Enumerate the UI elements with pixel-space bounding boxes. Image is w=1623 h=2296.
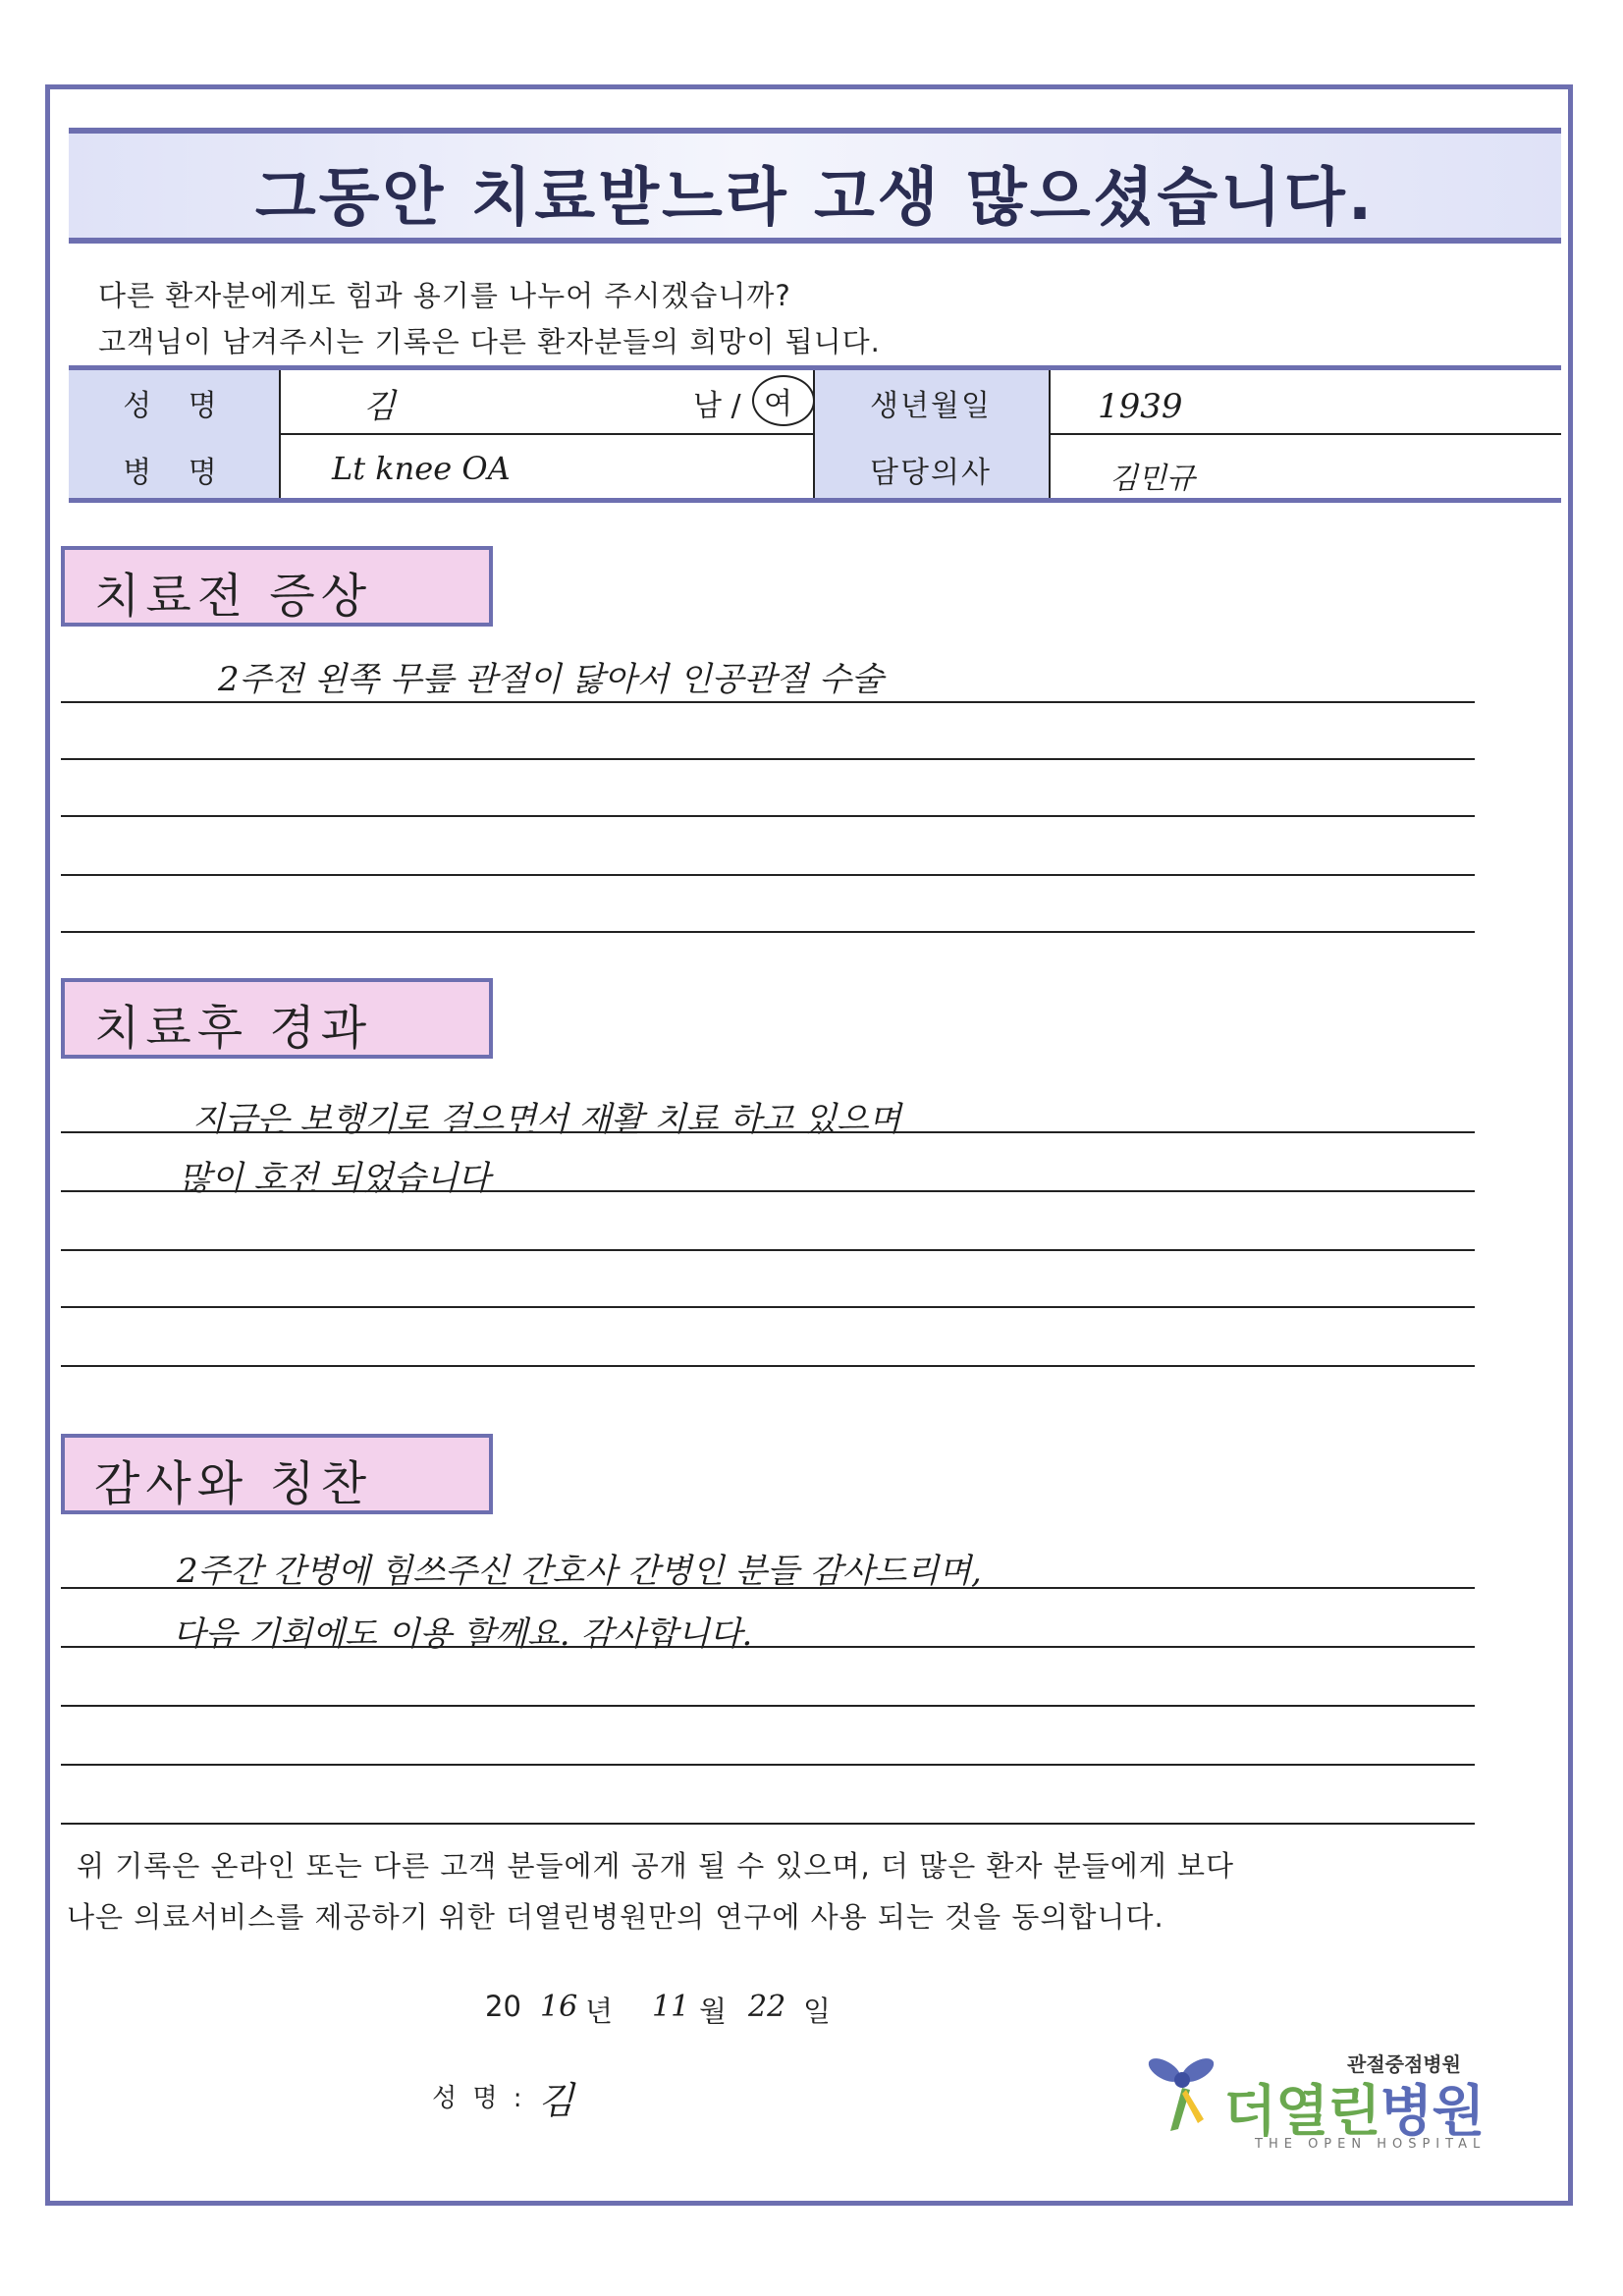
doctor-label: 담당의사 <box>870 456 992 490</box>
consent-line-2: 나은 의료서비스를 제공하기 위한 더열린병원만의 연구에 사용 되는 것을 동의합니다. <box>67 1900 1164 1934</box>
logo-subtitle: 관절중점병원 <box>1347 2052 1461 2076</box>
date-prefix: 20 <box>485 1990 521 2023</box>
logo-name-part2: 병원 <box>1380 2080 1485 2144</box>
info-vline-1 <box>279 370 281 498</box>
consent-line-1: 위 기록은 온라인 또는 다른 고객 분들에게 공개 될 수 있으며, 더 많은 환자 분들에게 보다 <box>77 1849 1234 1883</box>
date-day: 22 <box>748 1990 786 2024</box>
section-thanks-title: 감사와 칭찬 <box>94 1456 373 1511</box>
date-year-unit: 년 <box>585 1995 614 2028</box>
ruled-line <box>61 1823 1475 1825</box>
date-month-unit: 월 <box>699 1995 728 2028</box>
section-after-title: 치료후 경과 <box>94 1001 373 1056</box>
gender-selected: 여 <box>764 387 792 421</box>
disease-label: 병 명 <box>123 456 231 490</box>
hospital-logo-icon <box>1143 2050 1221 2143</box>
ruled-line <box>61 931 1475 933</box>
ruled-line <box>61 815 1475 817</box>
ruled-line <box>61 1306 1475 1308</box>
ruled-line <box>61 1249 1475 1251</box>
birth-value: 1939 <box>1098 387 1183 426</box>
info-vline-3 <box>1049 370 1051 498</box>
name-value: 김 <box>363 387 396 426</box>
ruled-line <box>61 1705 1475 1707</box>
after-line-2: 많이 호전 되었습니다 <box>179 1159 491 1198</box>
ruled-line <box>61 701 1475 703</box>
signature-label: 성 명 : <box>432 2084 526 2113</box>
doctor-value: 김민규 <box>1109 462 1195 496</box>
intro-line-1: 다른 환자분에게도 힘과 용기를 나누어 주시겠습니까? <box>98 279 791 312</box>
disease-value: Lt knee OA <box>332 450 511 487</box>
ruled-line <box>61 1646 1475 1648</box>
ruled-line <box>61 1587 1475 1589</box>
name-label: 성 명 <box>123 389 231 423</box>
before-line-1: 2주전 왼쪽 무릎 관절이 닳아서 인공관절 수술 <box>218 660 884 699</box>
page-title: 그동안 치료받느라 고생 많으셨습니다. <box>254 162 1376 235</box>
logo-name <box>1223 2068 1485 2147</box>
birth-label: 생년월일 <box>870 389 992 423</box>
after-line-1: 지금은 보행기로 걸으면서 재활 치료 하고 있으며 <box>192 1100 901 1139</box>
ruled-line <box>61 1131 1475 1133</box>
date-year: 16 <box>540 1990 578 2024</box>
logo-english: THE OPEN HOSPITAL <box>1255 2137 1487 2152</box>
date-month: 11 <box>652 1990 690 2024</box>
thanks-line-1: 2주간 간병에 힘쓰주신 간호사 간병인 분들 감사드리며, <box>177 1552 982 1591</box>
thanks-line-2: 다음 기회에도 이용 할께요. 감사합니다. <box>173 1614 753 1654</box>
section-before-title: 치료전 증상 <box>94 569 373 624</box>
logo-name-part1: 더열린 <box>1223 2080 1380 2144</box>
ruled-line <box>61 1365 1475 1367</box>
ruled-line <box>61 1190 1475 1192</box>
date-day-unit: 일 <box>803 1995 832 2028</box>
info-vline-2 <box>813 370 815 498</box>
info-table-bottom-border <box>69 498 1561 503</box>
signature-value: 김 <box>538 2079 574 2122</box>
ruled-line <box>61 1764 1475 1766</box>
ruled-line <box>61 758 1475 760</box>
gender-label: 남 / <box>693 389 741 423</box>
intro-line-2: 고객님이 남겨주시는 기록은 다른 환자분들의 희망이 됩니다. <box>98 325 881 358</box>
ruled-line <box>61 874 1475 876</box>
